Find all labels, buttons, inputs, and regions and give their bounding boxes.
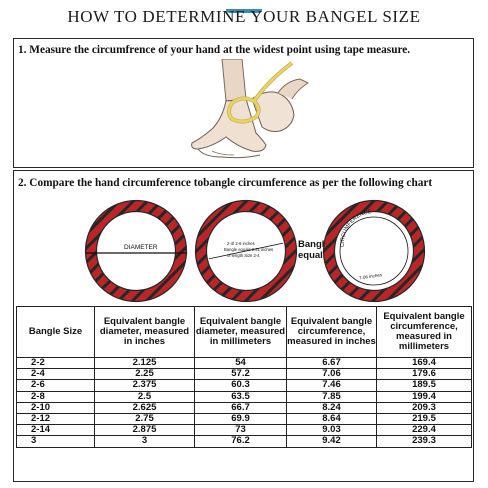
cell-diameter-mm: 69.9 — [195, 413, 287, 424]
cell-circumference-inches: 8.24 — [287, 402, 377, 413]
cell-size: 2-4 — [17, 369, 95, 380]
cell-size: 2-12 — [17, 413, 95, 424]
cell-diameter-inches: 2.25 — [95, 369, 195, 380]
hand-measure-illustration — [182, 59, 322, 165]
cell-circumference-mm: 199.4 — [377, 391, 472, 402]
cell-size: 2-10 — [17, 402, 95, 413]
header-bangle-size: Bangle Size — [17, 307, 95, 358]
table-row — [17, 402, 472, 413]
cell-circumference-inches: 7.46 — [287, 380, 377, 391]
cell-diameter-mm: 60.3 — [195, 380, 287, 391]
diameter-label: DIAMETER — [124, 244, 158, 251]
inner-note-line-1: 2-4/ 2-6 inches — [227, 241, 255, 246]
cell-size: 2-14 — [17, 425, 95, 436]
step-1-text: 1. Measure the circumfrence of your hand at the widest point using tape measure. — [18, 44, 411, 56]
measure-section — [13, 38, 474, 168]
cell-circumference-mm: 179.6 — [377, 369, 472, 380]
cell-diameter-mm: 76.2 — [195, 436, 287, 447]
bangle-diameter-diagram — [86, 201, 187, 302]
table-row — [17, 380, 472, 391]
circumference-label: CIRCUMFERENCE — [339, 209, 372, 248]
cell-circumference-inches: 6.67 — [287, 358, 377, 369]
bangle-size-table — [16, 306, 472, 448]
cell-size: 2-6 — [17, 380, 95, 391]
cell-size: 2-8 — [17, 391, 95, 402]
cell-diameter-mm: 63.5 — [195, 391, 287, 402]
cell-diameter-inches: 3 — [95, 436, 195, 447]
cell-diameter-inches: 2.875 — [95, 425, 195, 436]
cell-circumference-mm: 209.3 — [377, 402, 472, 413]
table-row — [17, 369, 472, 380]
header-diameter-mm: Equivalent bangle diameter, measured in millimeters — [195, 307, 287, 358]
cell-circumference-inches: 9.42 — [287, 436, 377, 447]
cell-diameter-mm: 57.2 — [195, 369, 287, 380]
cell-circumference-inches: 8.64 — [287, 413, 377, 424]
header-diameter-inches: Equivalent bangle diameter, measured in inches — [95, 307, 195, 358]
page-title: HOW TO DETERMINE YOUR BANGEL SIZE — [67, 7, 421, 26]
table-row — [17, 358, 472, 369]
inner-note-line-2: Bangle equals 2.31 inches — [224, 247, 274, 252]
table-row — [17, 391, 472, 402]
cell-size: 3 — [17, 436, 95, 447]
inches-label: 7.06 inches — [358, 272, 383, 281]
top-accent-mark — [0, 0, 488, 6]
header-circumference-mm: Equivalent bangle circumference, measured in millimeters — [377, 307, 472, 358]
cell-circumference-mm: 219.5 — [377, 413, 472, 424]
cell-diameter-inches: 2.75 — [95, 413, 195, 424]
cell-diameter-inches: 2.125 — [95, 358, 195, 369]
inner-note-line-3: of length Size 2-4 — [227, 253, 260, 258]
cell-circumference-inches: 7.85 — [287, 391, 377, 402]
bangle-circumference-diagram — [324, 201, 425, 302]
table-row — [17, 425, 472, 436]
table-row — [17, 436, 472, 447]
cell-circumference-mm: 229.4 — [377, 425, 472, 436]
cell-diameter-inches: 2.375 — [95, 380, 195, 391]
compare-section — [13, 170, 474, 482]
cell-diameter-inches: 2.625 — [95, 402, 195, 413]
equals-text-line-2: equals — [298, 250, 329, 261]
cell-diameter-mm: 66.7 — [195, 402, 287, 413]
header-circumference-inches: Equivalent bangle circumference, measured in inches — [287, 307, 377, 358]
cell-size: 2-2 — [17, 358, 95, 369]
cell-circumference-inches: 9.03 — [287, 425, 377, 436]
equals-text-line-1: Bangle — [298, 239, 330, 250]
table-header-row — [17, 307, 472, 358]
bangle-size-note-diagram — [196, 201, 297, 302]
cell-circumference-mm: 189.5 — [377, 380, 472, 391]
step-2-text: 2. Compare the hand circumference tobangle circumference as per the following chart — [18, 177, 433, 189]
cell-circumference-inches: 7.06 — [287, 369, 377, 380]
cell-circumference-mm: 239.3 — [377, 436, 472, 447]
cell-diameter-mm: 54 — [195, 358, 287, 369]
cell-circumference-mm: 169.4 — [377, 358, 472, 369]
cell-diameter-inches: 2.5 — [95, 391, 195, 402]
table-row — [17, 413, 472, 424]
bangle-diagrams — [14, 191, 473, 305]
cell-diameter-mm: 73 — [195, 425, 287, 436]
